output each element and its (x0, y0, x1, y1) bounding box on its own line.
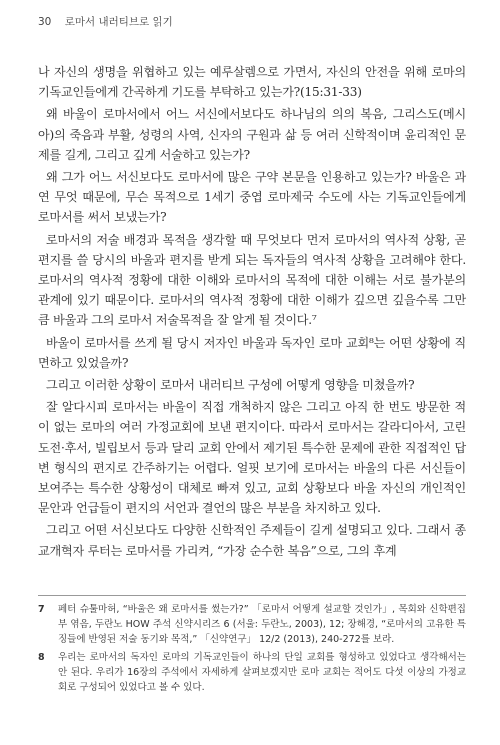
running-title: 로마서 내러티브로 읽기 (64, 16, 173, 28)
paragraph: 그리고 이러한 상황이 로마서 내러티브 구성에 어떻게 영향을 미쳤을까? (46, 378, 415, 393)
paragraph: 왜 그가 어느 서신보다도 로마서에 많은 구약 본문을 인용하고 있는가? 바울은 과연 무엇 때문에, 무슨 목적으로 1세기 중엽 로마제국 수도에 사는 기독교인들에게 로마서를 써서 보냈는가? (38, 170, 466, 225)
paragraph: 왜 바울이 로마서에서 어느 서신에서보다도 하나님의 의의 복음, 그리스도(메시아)의 죽음과 부활, 성령의 사역, 신자의 구원과 삶 등 여러 신학적이며 윤리적인 문제를 길게, 그리고 깊게 서술하고 있는가? (38, 107, 466, 162)
paragraph: 로마서의 저술 배경과 목적을 생각할 때 무엇보다 먼저 로마서의 역사적 상황, 곧 편지를 쓸 당시의 바울과 편지를 받게 되는 독자들의 역사적 상황을 고려해야 한다. 로마서의 역사적 정황에 대한 이해와 로마서의 목적에 대한 이해는 서로 불가분의 관계에 있기 때문이다. 로마서의 역사적 정황에 대한 이해가 깊으면 깊을수록 그만큼 바울과 그의 로마서 저술목적을 잘 알게 될 것이다.⁷ (38, 232, 466, 328)
main-text (38, 62, 466, 563)
footnote-text: 우리는 로마서의 독자인 로마의 기독교인들이 하나의 단일 교회를 형성하고 있었다고 생각해서는 안 된다. 우리가 16장의 주석에서 자세하게 살펴보겠지만 로마 교회는 적어도 다섯 이상의 가정교회로 구성되어 있었다고 볼 수 있다. (58, 652, 466, 693)
paragraph: 잘 알다시피 로마서는 바울이 직접 개척하지 않은 그리고 아직 한 번도 방문한 적이 없는 로마의 여러 가정교회에 보낸 편지이다. 따라서 로마서는 갈라디아서, 고린도전·후서, 빌립보서 등과 달리 교회 안에서 제기된 특수한 문제에 관한 직접적인 답변 형식의 편지로 간주하기는 어렵다. 얼핏 보기에 로마서는 바울의 다른 서신들이 보여주는 특수한 상황성이 대체로 빠져 있고, 교회 상황보다 바울 자신의 개인적인 문안과 언급들이 편지의 서언과 결언의 많은 부분을 차지하고 있다. (38, 400, 466, 516)
page-number: 30 (38, 16, 52, 28)
paragraph: 나 자신의 생명을 위협하고 있는 예루살렘으로 가면서, 자신의 안전을 위해 로마의 기독교인들에게 간곡하게 기도를 부탁하고 있는가?(15:31-33) (38, 65, 466, 100)
footnote-divider (38, 595, 466, 596)
footnote-number: 8 (38, 652, 45, 663)
footnotes (38, 602, 466, 698)
footnote-text: 페터 슈툴마허, “바울은 왜 로마서를 썼는가?” 「로마서 어떻게 설교할 것인가」, 목회와 신학편집부 엮음, 두란노 HOW 주석 신약시리즈 6 (서울: 두란노, 2003), 12; 장해경, “로마서의 고유한 특징들에 반영된 저술 동기와 목적,” 「신약연구」 12/2 (2013), 240-272를 보라. (58, 604, 466, 645)
paragraph: 그리고 어떤 서신보다도 다양한 신학적인 주제들이 길게 설명되고 있다. 그래서 종교개혁자 루터는 로마서를 가리켜, “가장 순수한 복음”으로, 그의 후계 (38, 523, 466, 558)
paragraph: 바울이 로마서를 쓰게 될 당시 저자인 바울과 독자인 로마 교회⁸는 어떤 상황에 직면하고 있었을까? (38, 335, 466, 370)
footnote-number: 7 (38, 604, 45, 615)
footnote (38, 602, 466, 647)
footnote (38, 650, 466, 695)
running-header (38, 14, 173, 29)
